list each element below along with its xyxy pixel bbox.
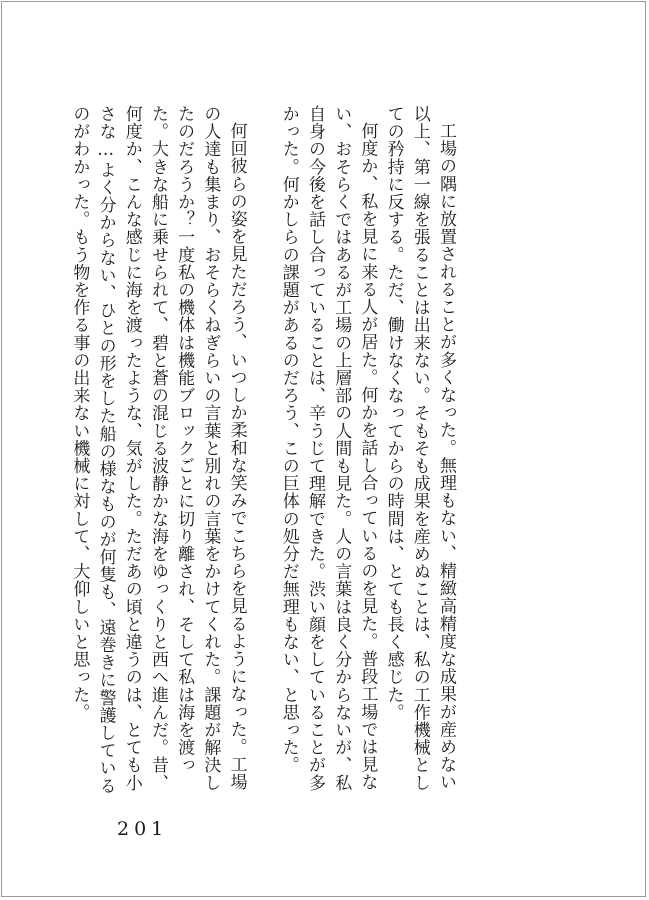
book-page: [1, 1, 646, 897]
paragraph-3: 何回彼らの姿を見ただろう、いつしか柔和な笑みでこちらを見るようになった。工場の人達も集まり、おそらくねぎらいの言葉と別れの言葉をかけてくれた。課題が解決したのだろうか？一度私の機体は機能ブロックごとに切り離され、そして私は海を渡った。大きな船に乗せられて、碧と蒼の混じる波静かな海をゆっくりと西へ進んだ。昔、何度か、こんな感じに海を渡ったような、気がした。ただあの頃と違うのは、とても小さな…よく分からない、ひとの形をした船の様なものが何隻も、遠巻きに警護しているのがわかった。もう物を作る事の出来ない機械に対して、大仰しいと思った。: [69, 105, 247, 795]
paragraph-2: 何度か、私を見に来る人が居た。何かを話し合っているのを見た。普段工場では見ない、おそらくではあるが工場の上層部の人間も見た。人の言葉は良く分からないが、私自身の今後を話し合っていることは、辛うじて理解できた。渋い顔をしていることが多かった。何かしらの課題があるのだろう、この巨体の処分だ無理もない、と思った。: [278, 105, 378, 792]
body-text: [40, 105, 459, 805]
paragraph-1: 工場の隅に放置されることが多くなった。無理もない、精緻高精度な成果が産めない以上、第一線を張ることは出来ない。そもそも成果を産めぬことは、私の工作機械としての矜持に反する。ただ、働けなくなってからの時間は、とても長く感じた。: [383, 105, 456, 792]
page-number: 201: [117, 818, 169, 840]
